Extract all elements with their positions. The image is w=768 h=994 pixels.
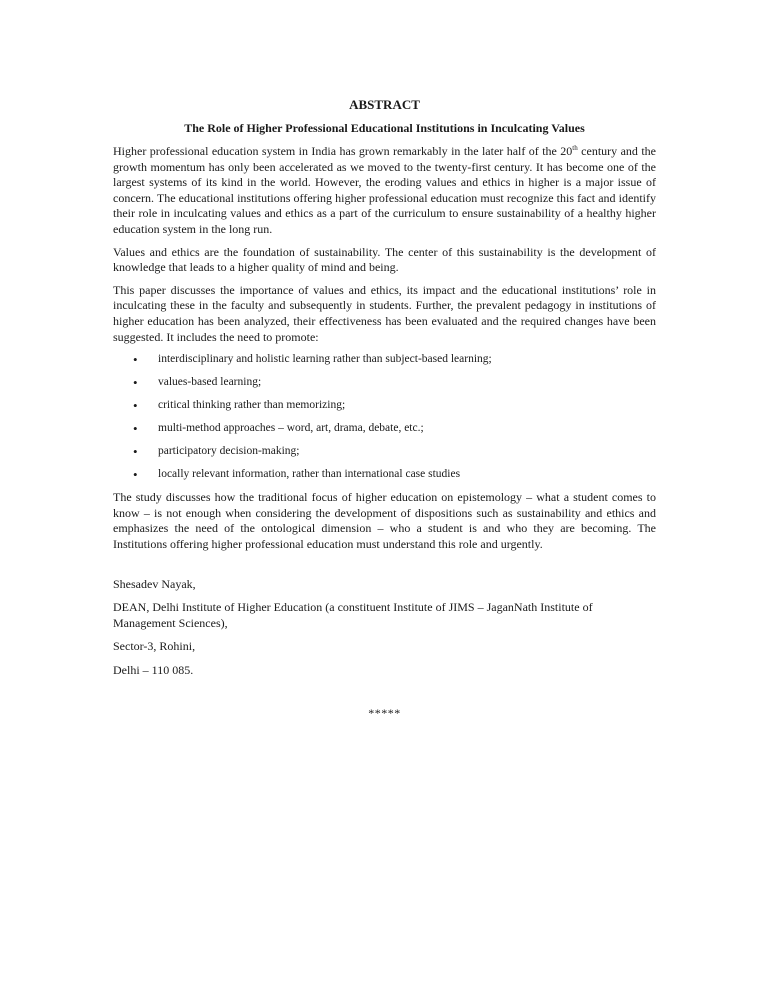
author-address-line-2: Delhi – 110 085. bbox=[113, 662, 194, 677]
abstract-paragraph-4: The study discusses how the traditional focus of higher education on epistemology – what a student comes to know – is not enough when considering the development of dispositions such as sustainability and ethics and emphasizes the need of the ontological dimension – who a student is and who they are becoming. The Institutions offering higher professional education must understand this role and urgently. bbox=[113, 490, 656, 551]
abstract-paragraph-3: This paper discusses the importance of values and ethics, its impact and the educational institutions’ role in inculcating these in the faculty and subsequently in students. Further, the prevalent pedagogy in institutions of higher education has been analyzed, their effectiveness has been evaluated and the required changes have been suggested. It includes the need to promote: bbox=[113, 282, 656, 344]
list-item-text: values-based learning; bbox=[158, 376, 262, 389]
list-item bbox=[113, 352, 656, 367]
author-position: DEAN, Delhi Institute of Higher Education (a constituent Institute of JIMS – JaganNath Institute of Management Sciences), bbox=[113, 600, 593, 630]
list-item-text: critical thinking rather than memorizing; bbox=[158, 399, 346, 412]
list-item bbox=[113, 398, 656, 413]
bullet-icon: • bbox=[133, 444, 138, 460]
paper-title: The Role of Higher Professional Educational Institutions in Inculcating Values bbox=[184, 121, 585, 135]
ordinal-superscript: th bbox=[572, 144, 578, 152]
list-item-text: interdisciplinary and holistic learning rather than subject-based learning; bbox=[158, 353, 492, 366]
abstract-paragraph-1 bbox=[113, 144, 656, 238]
end-mark: ***** bbox=[368, 706, 401, 721]
bullet-icon: • bbox=[133, 375, 138, 391]
abstract-paragraph-2: Values and ethics are the foundation of sustainability. The center of this sustainability is the development of knowledge that leads to a higher quality of mind and being. bbox=[113, 244, 656, 275]
abstract-heading: ABSTRACT bbox=[349, 97, 420, 112]
list-item-text: locally relevant information, rather than international case studies bbox=[158, 468, 461, 481]
list-item-text: participatory decision-making; bbox=[158, 445, 300, 458]
paragraph-1-text-start: Higher professional education system in India has grown remarkably in the later half of the 20 bbox=[113, 144, 573, 158]
promotion-list bbox=[113, 352, 656, 482]
bullet-icon: • bbox=[133, 398, 138, 414]
bullet-icon: • bbox=[133, 421, 138, 437]
list-item bbox=[113, 421, 656, 436]
paragraph-1-text-end: century and the growth momentum has only been accelerated as we moved to the twenty-first century. It has become one of the largest systems of its kind in the world. However, the eroding values and ethics in higher is a major issue of concern. The educational institutions offering higher professional education must recognize this fact and identify their role in inculcating values and ethics as a part of the curriculum to ensure sustainability of a healthy higher education system in the long run. bbox=[113, 144, 657, 236]
bullet-icon: • bbox=[133, 352, 138, 368]
author-name: Shesadev Nayak, bbox=[113, 576, 196, 591]
list-item bbox=[113, 444, 656, 459]
list-item bbox=[113, 467, 656, 482]
bullet-icon: • bbox=[133, 467, 138, 483]
author-contact-block bbox=[113, 577, 656, 679]
list-item bbox=[113, 375, 656, 390]
author-address-line-1: Sector-3, Rohini, bbox=[113, 639, 196, 654]
list-item-text: multi-method approaches – word, art, drama, debate, etc.; bbox=[158, 422, 424, 435]
